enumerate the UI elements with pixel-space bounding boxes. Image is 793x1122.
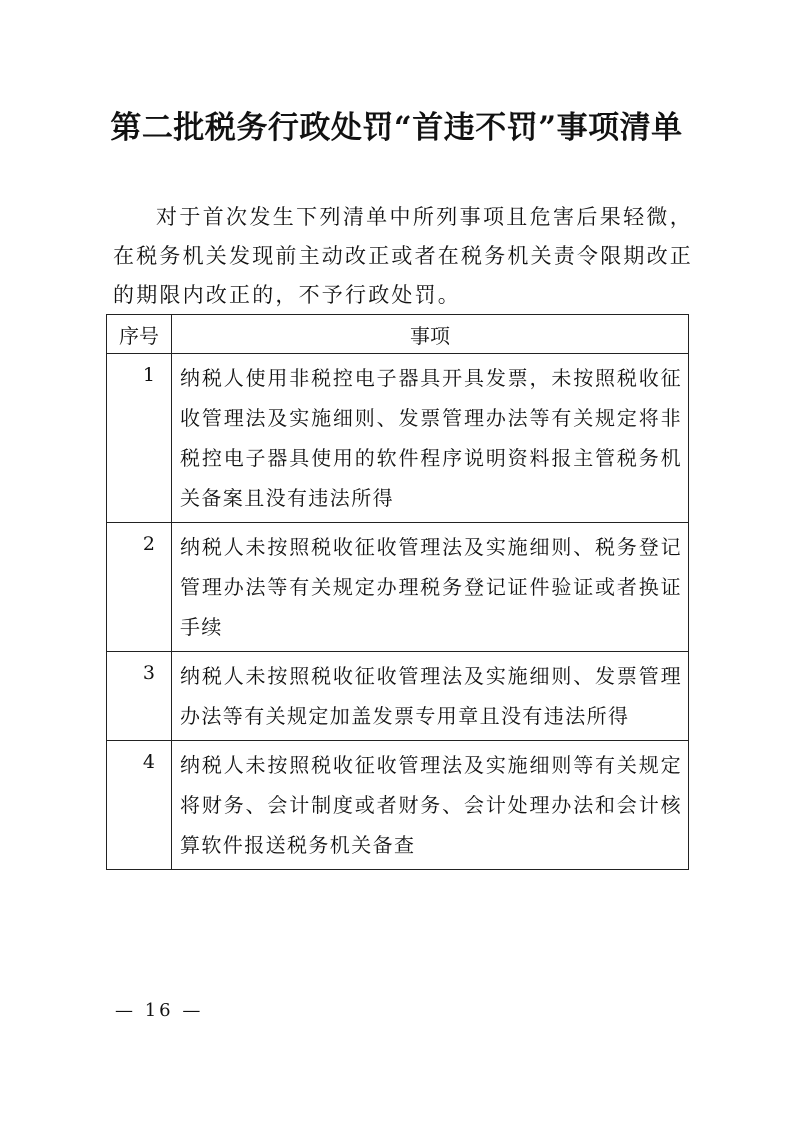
row-text: 纳税人未按照税收征收管理法及实施细则、税务登记管理办法等有关规定办理税务登记证件验证或者换证手续 — [172, 523, 689, 652]
row-number: 4 — [107, 741, 172, 870]
row-text: 纳税人使用非税控电子器具开具发票，未按照税收征收管理法及实施细则、发票管理办法等有关规定将非税控电子器具使用的软件程序说明资料报主管税务机关备案且没有违法所得 — [172, 354, 689, 523]
intro-paragraph: 对于首次发生下列清单中所列事项且危害后果轻微，在税务机关发现前主动改正或者在税务机关责令限期改正的期限内改正的，不予行政处罚。 — [113, 205, 693, 307]
document-title: 第二批税务行政处罚“首违不罚”事项清单 — [110, 110, 683, 146]
table-row — [107, 354, 689, 523]
table-row — [107, 523, 689, 652]
row-text: 纳税人未按照税收征收管理法及实施细则、发票管理办法等有关规定加盖发票专用章且没有违法所得 — [172, 652, 689, 741]
row-number: 3 — [107, 652, 172, 741]
row-number: 2 — [107, 523, 172, 652]
table-row — [107, 741, 689, 870]
items-table — [106, 314, 689, 870]
page-number: — 16 — — [115, 1000, 204, 1021]
row-text: 纳税人未按照税收征收管理法及实施细则等有关规定将财务、会计制度或者财务、会计处理办法和会计核算软件报送税务机关备查 — [172, 741, 689, 870]
header-item: 事项 — [172, 315, 689, 354]
header-serial-number: 序号 — [107, 315, 172, 354]
table-header-row — [107, 315, 689, 354]
row-number: 1 — [107, 354, 172, 523]
table-row — [107, 652, 689, 741]
